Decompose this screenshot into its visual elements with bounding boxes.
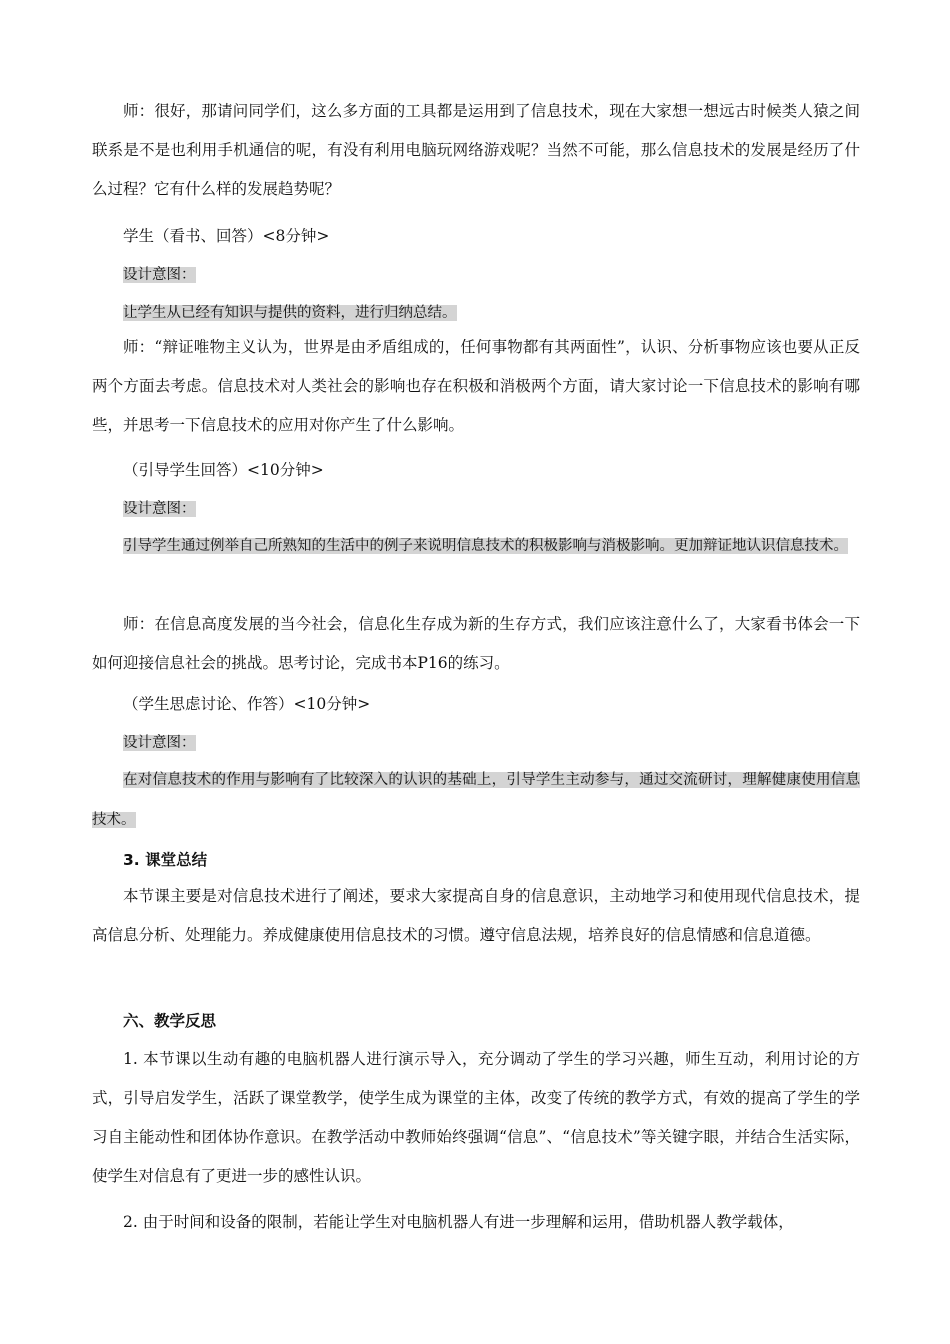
design-intent-text-3 xyxy=(92,760,860,840)
paragraph-teacher-question: 师：很好，那请问同学们，这么多方面的工具都是运用到了信息技术，现在大家想一想远古时候类人猿之间联系是不是也利用手机通信的呢，有没有利用电脑玩网络游戏呢？当然不可能，那么信息技术的发展是经历了什么过程？它有什么样的发展趋势呢？ xyxy=(92,102,860,198)
design-intent-content: 在对信息技术的作用与影响有了比较深入的认识的基础上，引导学生主动参与，通过交流研讨，理解健康使用信息技术。 xyxy=(92,772,860,828)
section-heading-summary: 3. 课堂总结 xyxy=(123,851,208,869)
design-intent-text-1 xyxy=(92,298,860,327)
section-heading-reflection: 六、教学反思 xyxy=(123,1012,217,1030)
design-intent-label: 设计意图： xyxy=(123,501,196,517)
design-intent-label: 设计意图： xyxy=(123,735,196,751)
design-intent-title-1 xyxy=(92,260,860,289)
design-intent-title-3 xyxy=(92,728,860,757)
paragraph-student-activity-3: （学生思虑讨论、作答）<10分钟> xyxy=(123,695,371,713)
paragraph-summary: 本节课主要是对信息技术进行了阐述，要求大家提高自身的信息意识，主动地学习和使用现代信息技术，提高信息分析、处理能力。养成健康使用信息技术的习惯。遵守信息法规，培养良好的信息情感和信息道德。 xyxy=(92,887,860,944)
design-intent-content: 让学生从已经有知识与提供的资料，进行归纳总结。 xyxy=(123,305,457,321)
paragraph-student-activity-2: （引导学生回答）<10分钟> xyxy=(123,461,324,479)
paragraph-reflection-1: 1. 本节课以生动有趣的电脑机器人进行演示导入，充分调动了学生的学习兴趣，师生互动，利用讨论的方式，引导启发学生，活跃了课堂教学，使学生成为课堂的主体，改变了传统的教学方式，有效的提高了学生的学习自主能动性和团体协作意识。在教学活动中教师始终强调“信息”、“信息技术”等关键字眼，并结合生活实际，使学生对信息有了更进一步的感性认识。 xyxy=(92,1050,860,1185)
paragraph-reflection-2: 2. 由于时间和设备的限制，若能让学生对电脑机器人有进一步理解和运用，借助机器人教学载体， xyxy=(123,1213,794,1231)
design-intent-content: 引导学生通过例举自己所熟知的生活中的例子来说明信息技术的积极影响与消极影响。更加辩证地认识信息技术。 xyxy=(123,538,848,554)
paragraph-dialectic: 师：“辩证唯物主义认为，世界是由矛盾组成的，任何事物都有其两面性”，认识、分析事物应该也要从正反两个方面去考虑。信息技术对人类社会的影响也存在积极和消极两个方面，请大家讨论一下信息技术的影响有哪些，并思考一下信息技术的应用对你产生了什么影响。 xyxy=(92,338,860,434)
design-intent-text-2 xyxy=(92,526,860,566)
paragraph-info-society: 师：在信息高度发展的当今社会，信息化生存成为新的生存方式，我们应该注意什么了，大家看书体会一下如何迎接信息社会的挑战。思考讨论，完成书本P16的练习。 xyxy=(92,615,860,672)
design-intent-label: 设计意图： xyxy=(123,267,196,283)
paragraph-student-activity-1: 学生（看书、回答）<8分钟> xyxy=(123,227,330,245)
design-intent-title-2 xyxy=(92,494,860,523)
